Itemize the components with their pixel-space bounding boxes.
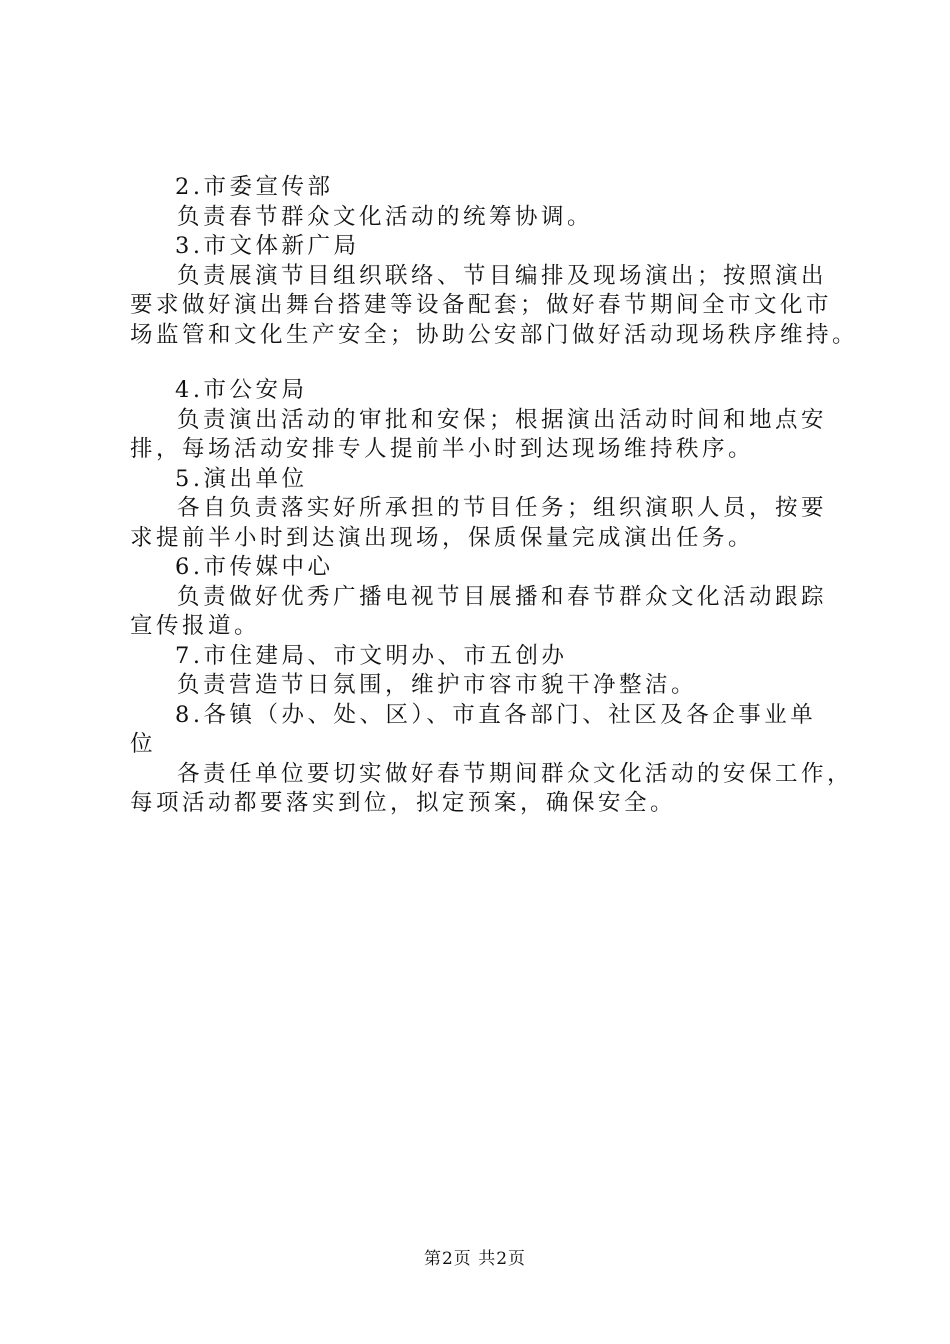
section-text: 负责演出活动的审批和安保；根据演出活动时间和地点安: [177, 406, 828, 433]
document-body: [130, 173, 859, 819]
section-heading-continuation: 位: [130, 731, 157, 757]
section-text: 排，每场活动安排专人提前半小时到达现场维持秩序。: [130, 436, 755, 462]
section-heading: 7.市住建局、市文明办、市五创办: [175, 642, 568, 669]
section-text: 负责做好优秀广播电视节目展播和春节群众文化活动跟踪: [177, 583, 828, 610]
section-text: 各责任单位要切实做好春节期间群众文化活动的安保工作，: [177, 760, 854, 787]
section-text: 求提前半小时到达演出现场，保质保量完成演出任务。: [130, 524, 755, 551]
section-text: 场监管和文化生产安全；协助公安部门做好活动现场秩序维持。: [130, 321, 859, 348]
section-heading: 3.市文体新广局: [175, 233, 360, 259]
section-text: 各自负责落实好所承担的节目任务；组织演职人员，按要: [177, 495, 828, 521]
section-text: 要求做好演出舞台搭建等设备配套；做好春节期间全市文化市: [130, 292, 833, 318]
page-footer: 第2页 共2页: [423, 1249, 527, 1269]
section-heading: 2.市委宣传部: [175, 174, 334, 200]
section-heading: 6.市传媒中心: [175, 554, 334, 580]
section-heading: 4.市公安局: [175, 377, 308, 403]
section-text: 宣传报道。: [130, 613, 261, 639]
section-text: 每项活动都要落实到位，拟定预案，确保安全。: [130, 790, 677, 816]
section-heading: 5.演出单位: [175, 465, 308, 492]
section-text: 负责春节群众文化活动的统筹协调。: [177, 203, 594, 230]
section-text: 负责展演节目组织联络、节目编排及现场演出；按照演出: [177, 262, 828, 289]
paragraph-gap: [130, 350, 850, 376]
section-heading: 8.各镇（办、处、区）、市直各部门、社区及各企事业单: [175, 701, 817, 728]
section-text: 负责营造节日氛围，维护市容市貌干净整洁。: [177, 672, 698, 698]
